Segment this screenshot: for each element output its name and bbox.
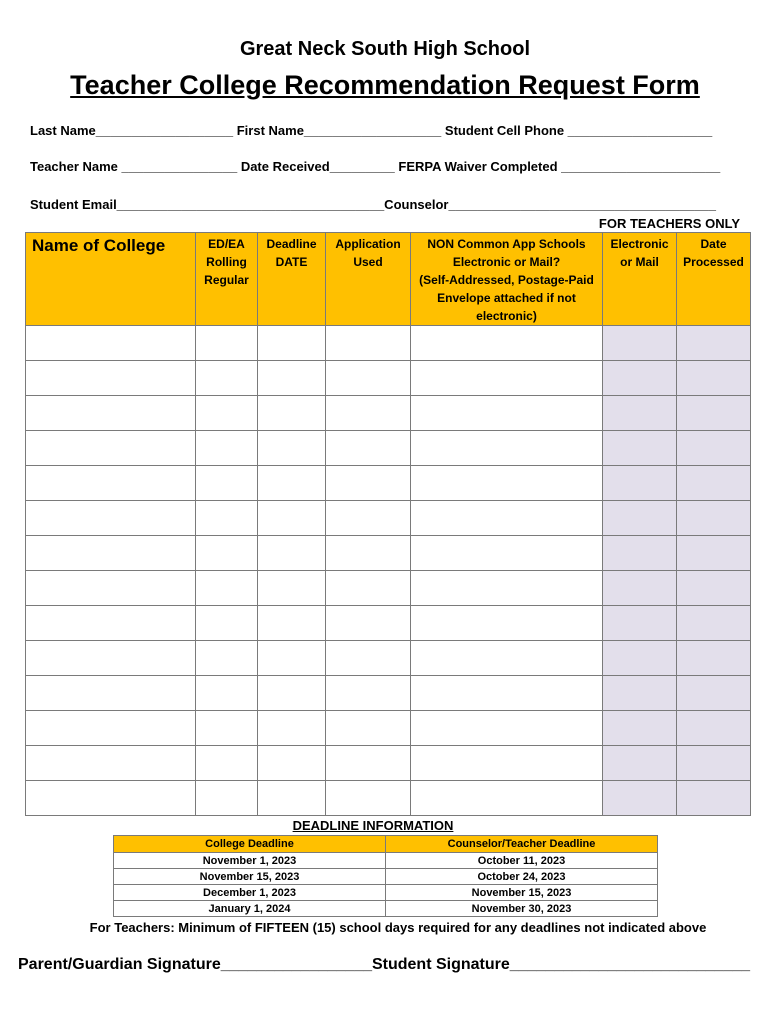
table-cell[interactable] xyxy=(258,396,326,431)
table-cell[interactable] xyxy=(258,711,326,746)
table-cell[interactable] xyxy=(26,606,196,641)
table-cell[interactable] xyxy=(258,571,326,606)
table-cell[interactable] xyxy=(411,571,603,606)
table-cell[interactable] xyxy=(196,361,258,396)
table-cell[interactable] xyxy=(411,501,603,536)
table-cell[interactable] xyxy=(26,361,196,396)
table-cell[interactable] xyxy=(196,536,258,571)
table-row xyxy=(26,326,751,361)
table-cell[interactable] xyxy=(677,361,751,396)
table-cell[interactable] xyxy=(196,501,258,536)
table-cell[interactable] xyxy=(258,746,326,781)
table-cell[interactable] xyxy=(326,641,411,676)
table-cell[interactable] xyxy=(26,746,196,781)
table-cell[interactable] xyxy=(677,396,751,431)
table-cell[interactable] xyxy=(411,676,603,711)
table-cell[interactable] xyxy=(326,396,411,431)
counselor-deadline-cell: November 30, 2023 xyxy=(386,901,658,917)
table-cell[interactable] xyxy=(196,431,258,466)
table-cell[interactable] xyxy=(677,641,751,676)
table-row xyxy=(26,606,751,641)
table-cell[interactable] xyxy=(326,326,411,361)
table-cell[interactable] xyxy=(677,326,751,361)
counselor-deadline-cell: October 24, 2023 xyxy=(386,869,658,885)
table-row xyxy=(26,466,751,501)
table-cell[interactable] xyxy=(326,781,411,816)
table-cell[interactable] xyxy=(326,746,411,781)
table-cell[interactable] xyxy=(677,571,751,606)
table-cell[interactable] xyxy=(677,781,751,816)
header-non-common-app: NON Common App Schools Electronic or Mail? (Self-Addressed, Postage-Paid Envelope attached if not electronic) xyxy=(411,233,603,326)
deadline-title: DEADLINE INFORMATION xyxy=(292,818,454,833)
college-deadline-cell: January 1, 2024 xyxy=(114,901,386,917)
table-cell[interactable] xyxy=(196,641,258,676)
table-body xyxy=(26,326,751,816)
table-cell[interactable] xyxy=(258,361,326,396)
table-cell[interactable] xyxy=(196,571,258,606)
college-deadline-cell: November 15, 2023 xyxy=(114,869,386,885)
table-cell[interactable] xyxy=(677,431,751,466)
table-cell[interactable] xyxy=(677,466,751,501)
table-cell[interactable] xyxy=(411,466,603,501)
table-cell[interactable] xyxy=(326,711,411,746)
table-cell[interactable] xyxy=(196,746,258,781)
table-cell[interactable] xyxy=(326,536,411,571)
table-cell[interactable] xyxy=(411,606,603,641)
table-cell[interactable] xyxy=(326,606,411,641)
table-cell[interactable] xyxy=(603,361,677,396)
deadline-row xyxy=(114,853,658,869)
table-row xyxy=(26,396,751,431)
table-row xyxy=(26,431,751,466)
table-cell[interactable] xyxy=(677,746,751,781)
table-cell[interactable] xyxy=(26,326,196,361)
table-cell[interactable] xyxy=(411,641,603,676)
school-name: Great Neck South High School xyxy=(239,38,531,60)
deadline-header-counselor: Counselor/Teacher Deadline xyxy=(386,836,658,853)
table-cell[interactable] xyxy=(196,781,258,816)
table-cell[interactable] xyxy=(26,431,196,466)
header-application-used: Application Used xyxy=(326,233,411,326)
table-cell[interactable] xyxy=(196,711,258,746)
header-electronic-or-mail: Electronic or Mail xyxy=(603,233,677,326)
deadline-row xyxy=(114,901,658,917)
deadline-header-college: College Deadline xyxy=(114,836,386,853)
deadline-table xyxy=(113,835,658,917)
header-date-processed: Date Processed xyxy=(677,233,751,326)
table-cell[interactable] xyxy=(258,466,326,501)
table-cell[interactable] xyxy=(258,501,326,536)
table-cell[interactable] xyxy=(603,431,677,466)
college-deadline-cell: December 1, 2023 xyxy=(114,885,386,901)
table-row xyxy=(26,746,751,781)
form-title: Teacher College Recommendation Request Form xyxy=(70,70,700,100)
table-cell[interactable] xyxy=(196,676,258,711)
table-cell[interactable] xyxy=(603,326,677,361)
table-cell[interactable] xyxy=(603,606,677,641)
table-cell[interactable] xyxy=(603,641,677,676)
table-cell[interactable] xyxy=(677,606,751,641)
table-cell[interactable] xyxy=(196,326,258,361)
table-cell[interactable] xyxy=(326,676,411,711)
table-cell[interactable] xyxy=(603,501,677,536)
table-cell[interactable] xyxy=(258,641,326,676)
deadline-body xyxy=(114,853,658,917)
name-phone-line[interactable]: Last Name___________________ First Name___________________ Student Cell Phone ____________________ xyxy=(30,123,713,138)
table-cell[interactable] xyxy=(677,676,751,711)
table-cell[interactable] xyxy=(196,606,258,641)
table-cell[interactable] xyxy=(411,396,603,431)
table-cell[interactable] xyxy=(411,536,603,571)
table-cell[interactable] xyxy=(196,466,258,501)
table-cell[interactable] xyxy=(26,396,196,431)
table-cell[interactable] xyxy=(326,431,411,466)
table-cell[interactable] xyxy=(603,536,677,571)
table-cell[interactable] xyxy=(603,396,677,431)
header-name-of-college: Name of College xyxy=(26,233,196,326)
counselor-deadline-cell: November 15, 2023 xyxy=(386,885,658,901)
table-cell[interactable] xyxy=(26,536,196,571)
table-cell[interactable] xyxy=(26,711,196,746)
table-cell[interactable] xyxy=(603,746,677,781)
table-row xyxy=(26,676,751,711)
table-cell[interactable] xyxy=(603,466,677,501)
college-deadline-cell: November 1, 2023 xyxy=(114,853,386,869)
table-cell[interactable] xyxy=(258,326,326,361)
table-cell[interactable] xyxy=(326,571,411,606)
table-cell[interactable] xyxy=(677,711,751,746)
table-cell[interactable] xyxy=(258,676,326,711)
table-cell[interactable] xyxy=(411,711,603,746)
table-row xyxy=(26,501,751,536)
table-cell[interactable] xyxy=(196,396,258,431)
table-cell[interactable] xyxy=(411,431,603,466)
table-cell[interactable] xyxy=(26,676,196,711)
table-row xyxy=(26,536,751,571)
teachers-only-label: FOR TEACHERS ONLY xyxy=(598,216,740,231)
deadline-row xyxy=(114,885,658,901)
header-deadline: Deadline DATE xyxy=(258,233,326,326)
table-cell[interactable] xyxy=(26,781,196,816)
deadline-header-row xyxy=(114,836,658,853)
table-cell[interactable] xyxy=(326,466,411,501)
table-header-row xyxy=(26,233,751,326)
table-cell[interactable] xyxy=(603,711,677,746)
table-row xyxy=(26,641,751,676)
signature-line[interactable]: Parent/Guardian Signature_________________Student Signature___________________________ xyxy=(18,956,751,973)
table-cell[interactable] xyxy=(326,361,411,396)
table-cell[interactable] xyxy=(603,676,677,711)
table-cell[interactable] xyxy=(411,326,603,361)
table-cell[interactable] xyxy=(326,501,411,536)
table-cell[interactable] xyxy=(26,501,196,536)
table-cell[interactable] xyxy=(411,361,603,396)
table-cell[interactable] xyxy=(411,781,603,816)
table-row xyxy=(26,781,751,816)
header-ed-ea: ED/EA Rolling Regular xyxy=(196,233,258,326)
teacher-date-ferpa-line[interactable]: Teacher Name ________________ Date Received_________ FERPA Waiver Completed ______________________ xyxy=(30,159,721,174)
table-cell[interactable] xyxy=(677,501,751,536)
table-cell[interactable] xyxy=(258,536,326,571)
table-cell[interactable] xyxy=(258,431,326,466)
college-table xyxy=(25,232,751,816)
table-cell[interactable] xyxy=(26,641,196,676)
table-cell[interactable] xyxy=(411,746,603,781)
table-row xyxy=(26,361,751,396)
table-cell[interactable] xyxy=(603,571,677,606)
counselor-deadline-cell: October 11, 2023 xyxy=(386,853,658,869)
table-cell[interactable] xyxy=(258,606,326,641)
table-row xyxy=(26,711,751,746)
deadline-row xyxy=(114,869,658,885)
table-cell[interactable] xyxy=(603,781,677,816)
table-cell[interactable] xyxy=(26,571,196,606)
table-cell[interactable] xyxy=(258,781,326,816)
teacher-note: For Teachers: Minimum of FIFTEEN (15) school days required for any deadlines not indicated above xyxy=(89,920,707,935)
table-row xyxy=(26,571,751,606)
table-cell[interactable] xyxy=(677,536,751,571)
table-cell[interactable] xyxy=(26,466,196,501)
email-counselor-line[interactable]: Student Email_____________________________________Counselor_____________________________________ xyxy=(30,197,716,212)
